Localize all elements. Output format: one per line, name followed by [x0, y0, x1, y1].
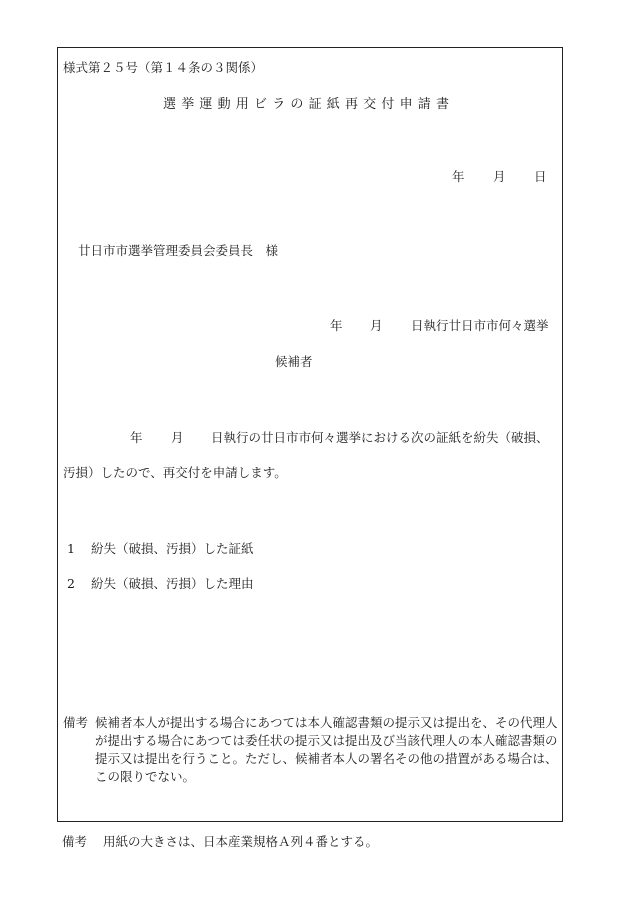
remark-label: 備考	[63, 715, 89, 730]
date-day-label: 日	[534, 169, 547, 184]
remark-block	[63, 714, 558, 786]
footer-text: 用紙の大きさは、日本産業規格Ａ列４番とする。	[102, 834, 378, 849]
remark-text: 候補者本人が提出する場合にあつては本人確認書類の提示又は提出を、その代理人が提出する場合にあつては委任状の提示又は提出及び当該代理人の本人確認書類の提示又は提出を行うこと。ただし、候補者本人の署名その他の措置がある場合は、この限りでない。	[95, 715, 558, 784]
election-year-label: 年	[330, 318, 343, 333]
application-form-frame	[57, 47, 563, 822]
candidate-label: 候補者	[275, 354, 313, 369]
election-name: 日執行廿日市市何々選挙	[411, 318, 549, 333]
item-2-number: 2	[67, 576, 75, 591]
election-month-label: 月	[370, 318, 383, 333]
addressee: 廿日市市選挙管理委員会委員長 様	[78, 243, 279, 258]
item-1-label: 紛失（破損、汚損）した証紙	[91, 541, 254, 556]
footer-label: 備考	[62, 834, 88, 849]
footer-note	[62, 832, 378, 850]
form-number: 様式第２５号（第１４条の３関係）	[63, 60, 264, 75]
statement-line-2: 汚損）したので、再交付を申請します。	[63, 465, 287, 480]
item-1-number: 1	[67, 541, 75, 556]
statement-month-label: 月	[171, 430, 184, 445]
date-month-label: 月	[493, 169, 506, 184]
item-2-label: 紛失（破損、汚損）した理由	[91, 576, 254, 591]
form-title: 選挙運動用ビラの証紙再交付申請書	[163, 97, 455, 112]
statement-year-label: 年	[130, 430, 143, 445]
date-year-label: 年	[452, 169, 465, 184]
statement-line-1: 日執行の廿日市市何々選挙における次の証紙を紛失（破損、	[211, 430, 549, 445]
